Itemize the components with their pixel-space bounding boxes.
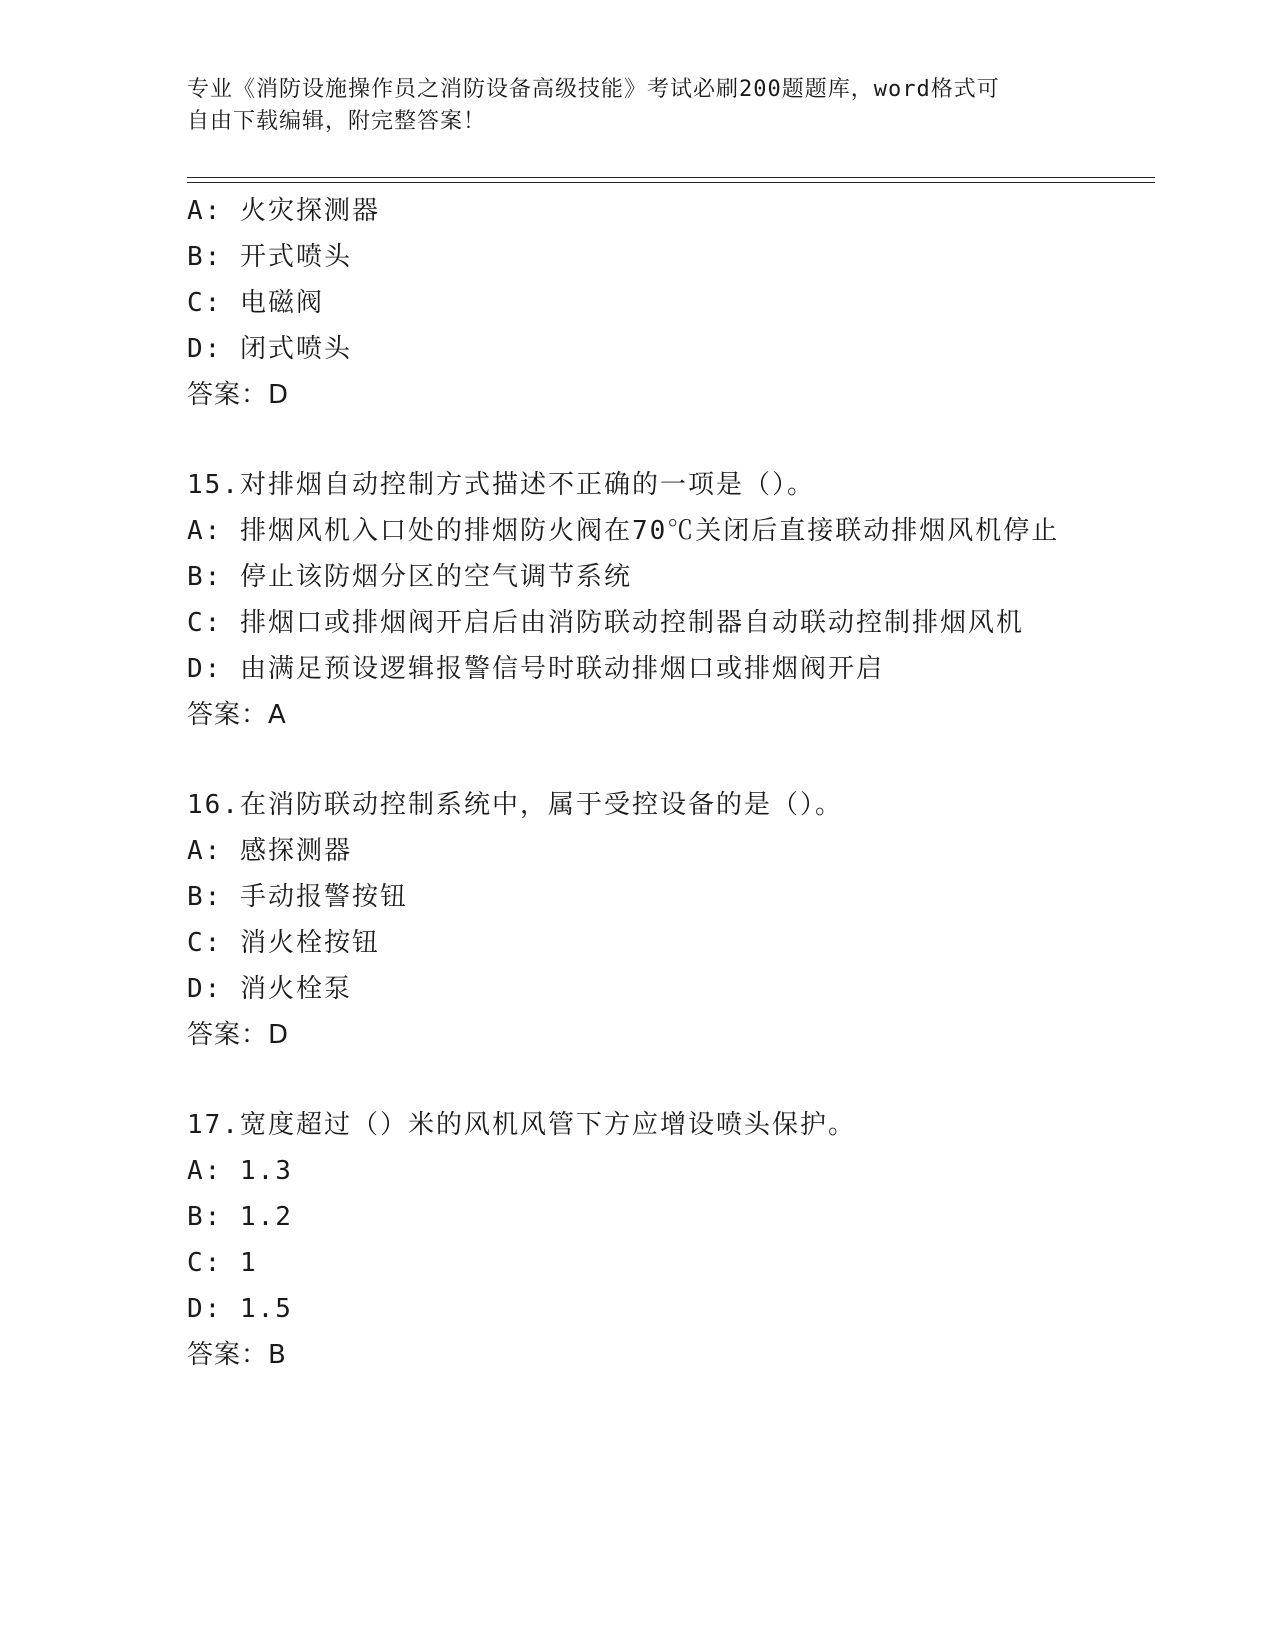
option-b: B: 停止该防烟分区的空气调节系统 [187,562,632,592]
question-17 [187,1102,1155,1378]
header-line-2: 自由下载编辑，附完整答案！ [187,109,487,134]
answer: 答案：D [187,380,290,410]
answer: 答案：B [187,1340,287,1370]
header-divider-top [187,177,1155,178]
question-list [187,188,1155,1378]
option-c: C: 电磁阀 [187,288,324,318]
answer: 答案：D [187,1020,290,1050]
header-divider-bottom [187,182,1155,183]
option-d: D: 闭式喷头 [187,334,352,364]
option-a: A: 感探测器 [187,836,352,866]
option-b: B: 开式喷头 [187,242,352,272]
option-a: A: 火灾探测器 [187,196,380,226]
answer: 答案：A [187,700,287,730]
header-line-1: 专业《消防设施操作员之消防设备高级技能》考试必刷200题题库，word格式可 [187,77,1000,102]
question-16 [187,782,1155,1058]
option-b: B: 手动报警按钮 [187,882,408,912]
question-text: 15.对排烟自动控制方式描述不正确的一项是（）。 [187,470,815,500]
option-b: B: 1.2 [187,1202,293,1232]
option-d: D: 由满足预设逻辑报警信号时联动排烟口或排烟阀开启 [187,654,884,684]
option-d: D: 消火栓泵 [187,974,352,1004]
option-c: C: 1 [187,1248,258,1278]
question-14 [187,188,1155,418]
question-text: 16.在消防联动控制系统中，属于受控设备的是（）。 [187,790,843,820]
option-a: A: 排烟风机入口处的排烟防火阀在70℃关闭后直接联动排烟风机停止 [187,516,1060,546]
option-a: A: 1.3 [187,1156,293,1186]
option-c: C: 排烟口或排烟阀开启后由消防联动控制器自动联动控制排烟风机 [187,608,1024,638]
question-15 [187,462,1155,738]
question-text: 17.宽度超过（）米的风机风管下方应增设喷头保护。 [187,1110,856,1140]
option-d: D: 1.5 [187,1294,293,1324]
document-header [187,74,1087,138]
option-c: C: 消火栓按钮 [187,928,380,958]
